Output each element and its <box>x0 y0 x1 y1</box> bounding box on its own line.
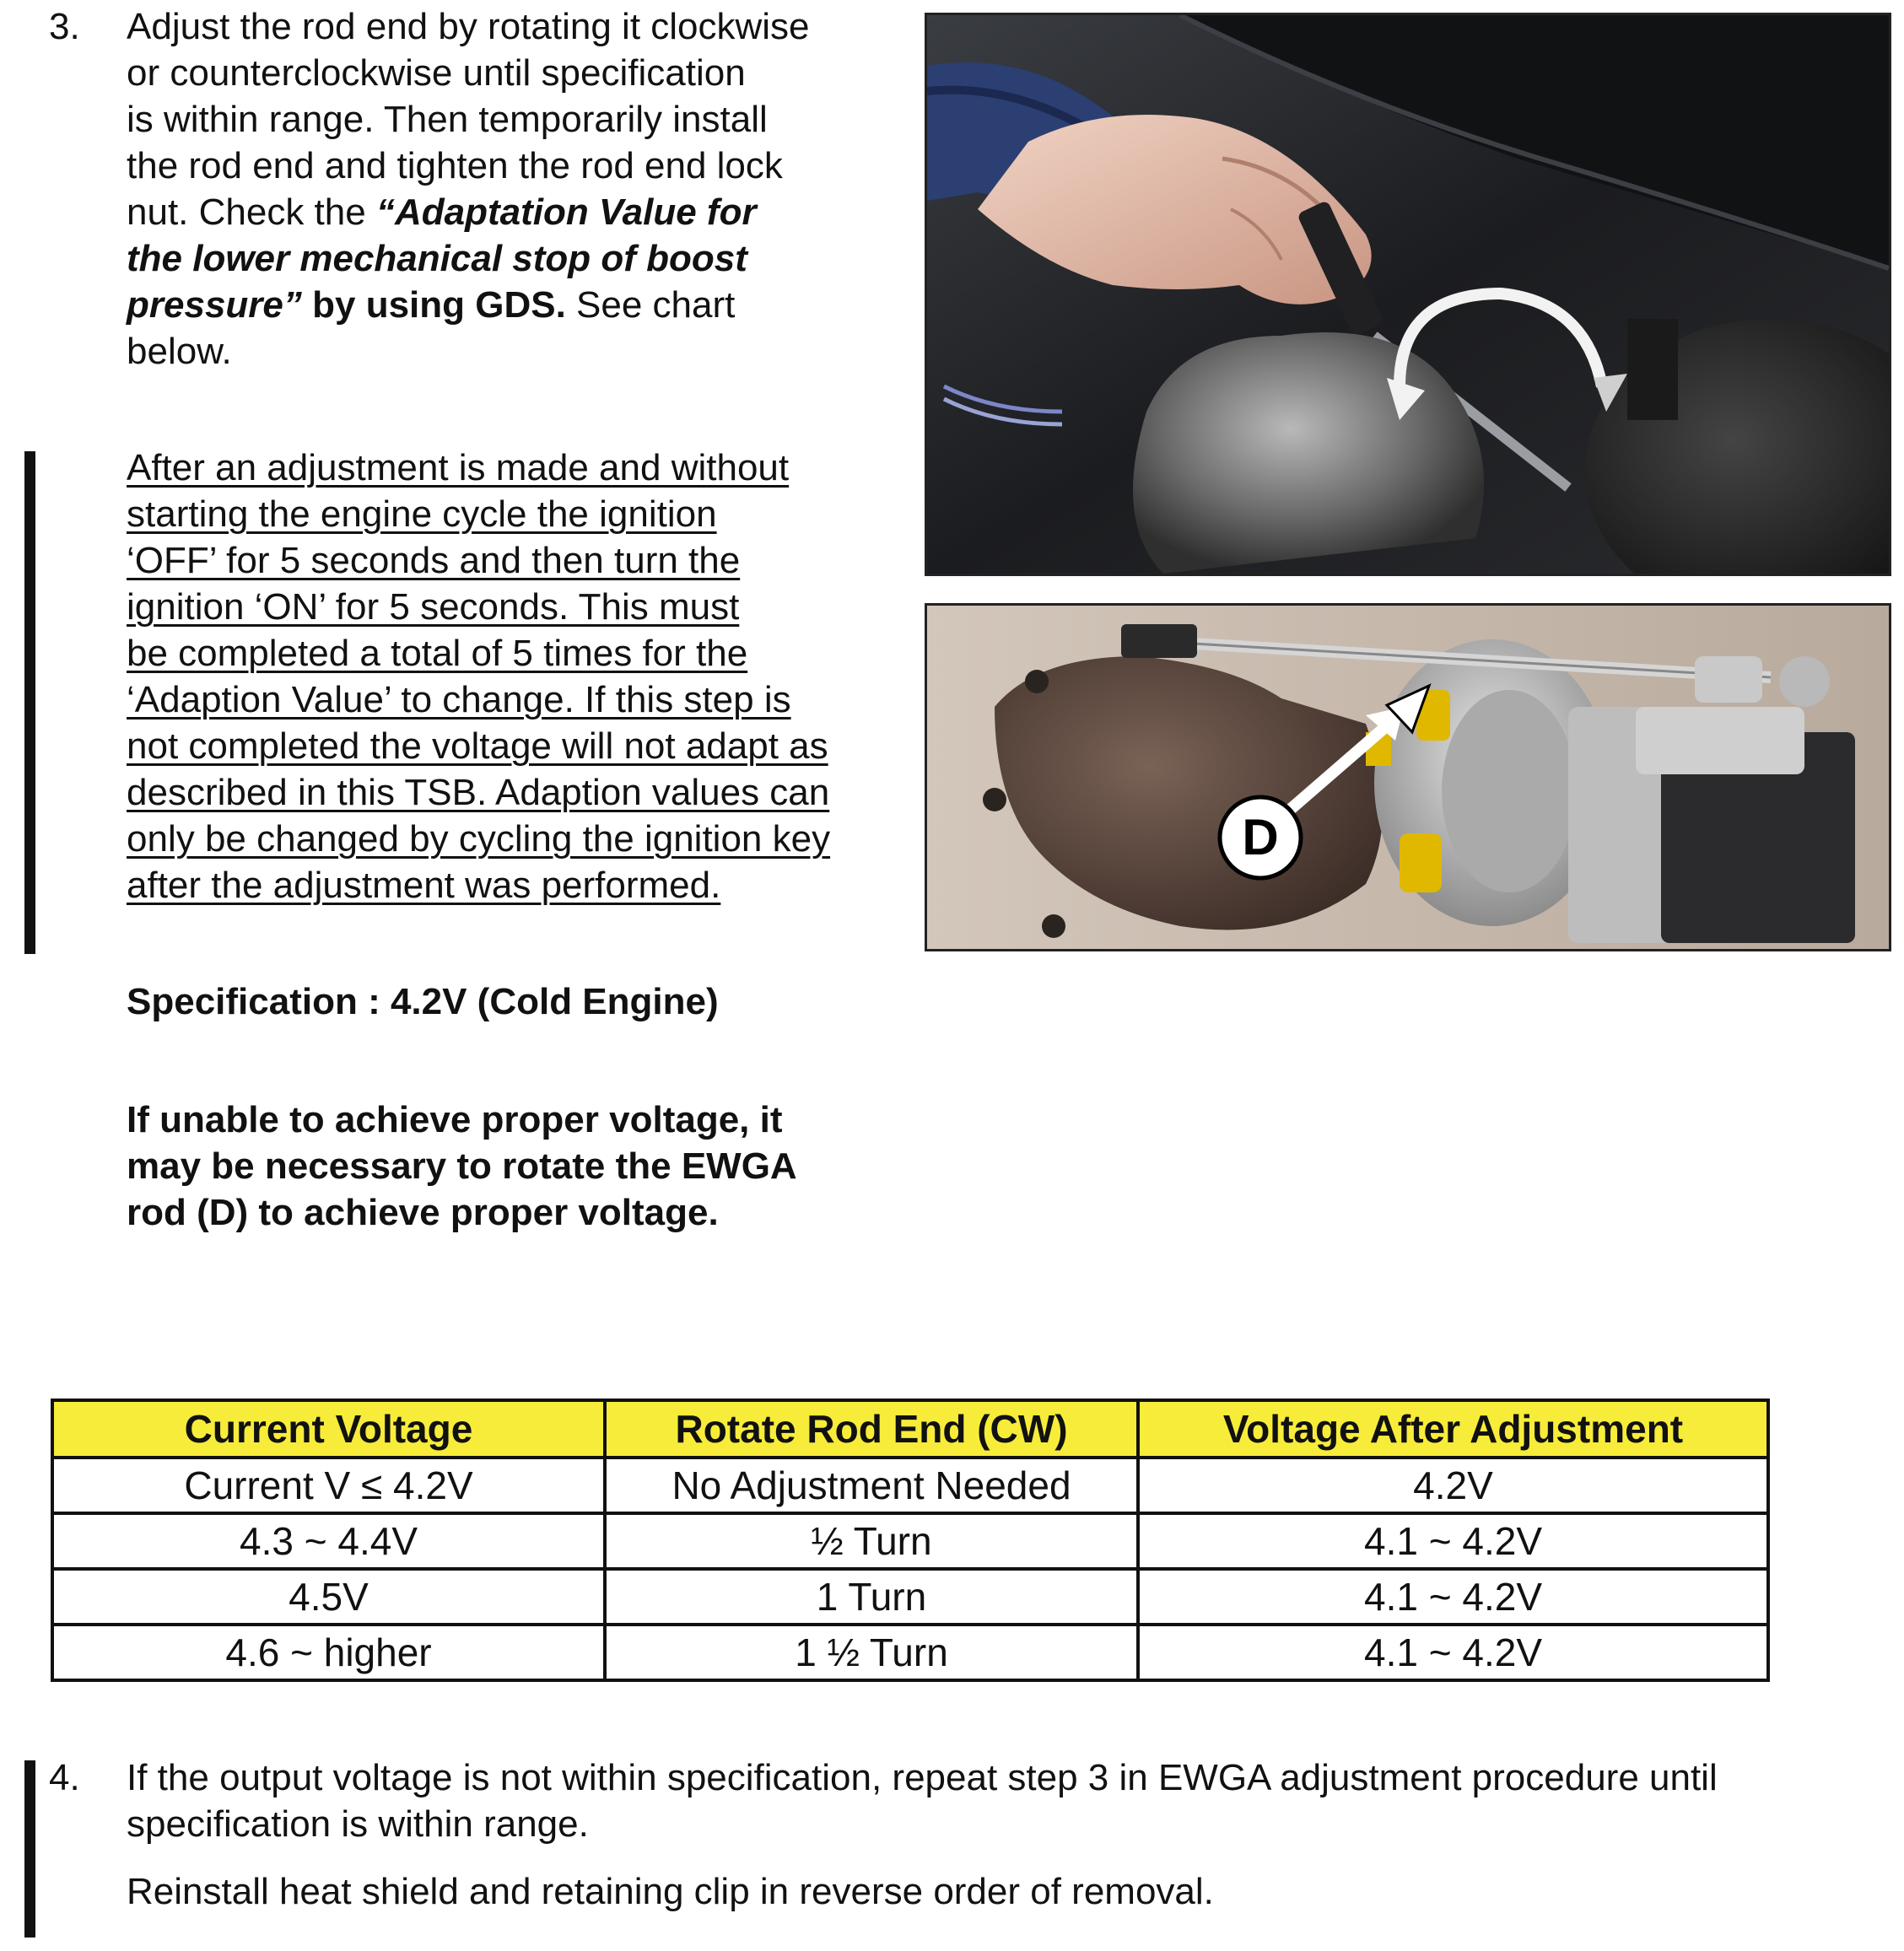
rod-end-adjustment-photo <box>925 13 1891 576</box>
table-row <box>52 1569 1768 1625</box>
note-line: starting the engine cycle the ignition <box>127 493 717 535</box>
step-3-line: is within range. Then temporarily install <box>127 99 768 140</box>
table-cell: 4.1 ~ 4.2V <box>1138 1569 1768 1625</box>
ewga-rod-illustration <box>927 606 1889 949</box>
note-line: only be changed by cycling the ignition key <box>127 818 831 860</box>
table-cell: 4.1 ~ 4.2V <box>1138 1625 1768 1680</box>
step-3-line <box>127 282 810 328</box>
voltage-adjustment-table <box>51 1399 1770 1682</box>
step-3-line: below. <box>127 331 232 372</box>
step-3-line: Adjust the rod end by rotating it clockwise <box>127 6 810 47</box>
table-cell: 4.5V <box>52 1569 605 1625</box>
step-3-line: the rod end and tighten the rod end lock <box>127 145 783 186</box>
note-line: ignition ‘ON’ for 5 seconds. This must <box>127 586 740 628</box>
step-3-text-segment: nut. Check the <box>127 191 376 233</box>
table-cell: 4.2V <box>1138 1458 1768 1513</box>
step-3-text <box>127 3 810 375</box>
table-cell: 1 Turn <box>605 1569 1138 1625</box>
step-4-text <box>127 1754 1718 1847</box>
step-4-line: specification is within range. <box>127 1803 589 1845</box>
adaptation-value-term: “Adaptation Value for <box>375 191 757 233</box>
specification-text: Specification : 4.2V (Cold Engine) <box>127 981 719 1022</box>
table-header-row <box>52 1400 1768 1458</box>
warning-line: may be necessary to rotate the EWGA <box>127 1145 797 1187</box>
table-row <box>52 1458 1768 1513</box>
note-line: ‘OFF’ for 5 seconds and then turn the <box>127 540 741 581</box>
table-cell: ½ Turn <box>605 1513 1138 1569</box>
callout-label-d: D <box>1242 809 1279 865</box>
revision-change-bar <box>24 1760 35 1938</box>
rod-end-adjustment-illustration <box>927 15 1889 574</box>
note-line: after the adjustment was performed. <box>127 865 721 906</box>
note-line: described in this TSB. Adaption values can <box>127 772 830 813</box>
adaptation-value-term: pressure” <box>127 284 302 326</box>
revision-change-bar <box>24 451 35 954</box>
note-line: be completed a total of 5 times for the <box>127 633 748 674</box>
note-line: After an adjustment is made and without <box>127 447 790 488</box>
voltage-warning <box>127 1097 797 1236</box>
ewga-rod-photo <box>925 603 1891 951</box>
warning-line: If unable to achieve proper voltage, it <box>127 1099 783 1140</box>
table-cell: Current V ≤ 4.2V <box>52 1458 605 1513</box>
table-row <box>52 1513 1768 1569</box>
step-3-number: 3. <box>49 6 80 47</box>
note-line: not completed the voltage will not adapt as <box>127 725 828 767</box>
table-cell: 1 ½ Turn <box>605 1625 1138 1680</box>
warning-line: rod (D) to achieve proper voltage. <box>127 1192 719 1233</box>
table-cell: 4.6 ~ higher <box>52 1625 605 1680</box>
table-cell: 4.1 ~ 4.2V <box>1138 1513 1768 1569</box>
table-cell: 4.3 ~ 4.4V <box>52 1513 605 1569</box>
adaptation-value-term: the lower mechanical stop of boost <box>127 238 747 279</box>
reinstall-instruction: Reinstall heat shield and retaining clip in reverse order of removal. <box>127 1871 1214 1912</box>
step-3-text-segment: See chart <box>565 284 736 326</box>
gds-term: by using GDS. <box>301 284 566 326</box>
step-3-line <box>127 235 810 282</box>
table-row <box>52 1625 1768 1680</box>
table-cell: No Adjustment Needed <box>605 1458 1138 1513</box>
column-header: Voltage After Adjustment <box>1138 1400 1768 1458</box>
step-3-line: or counterclockwise until specification <box>127 52 746 94</box>
column-header: Current Voltage <box>52 1400 605 1458</box>
step-4-line: If the output voltage is not within specification, repeat step 3 in EWGA adjustment procedure until <box>127 1757 1718 1798</box>
adaptation-note <box>127 445 830 908</box>
note-line: ‘Adaption Value’ to change. If this step is <box>127 679 791 720</box>
column-header: Rotate Rod End (CW) <box>605 1400 1138 1458</box>
step-4-number: 4. <box>49 1757 80 1798</box>
step-3-line <box>127 189 810 235</box>
